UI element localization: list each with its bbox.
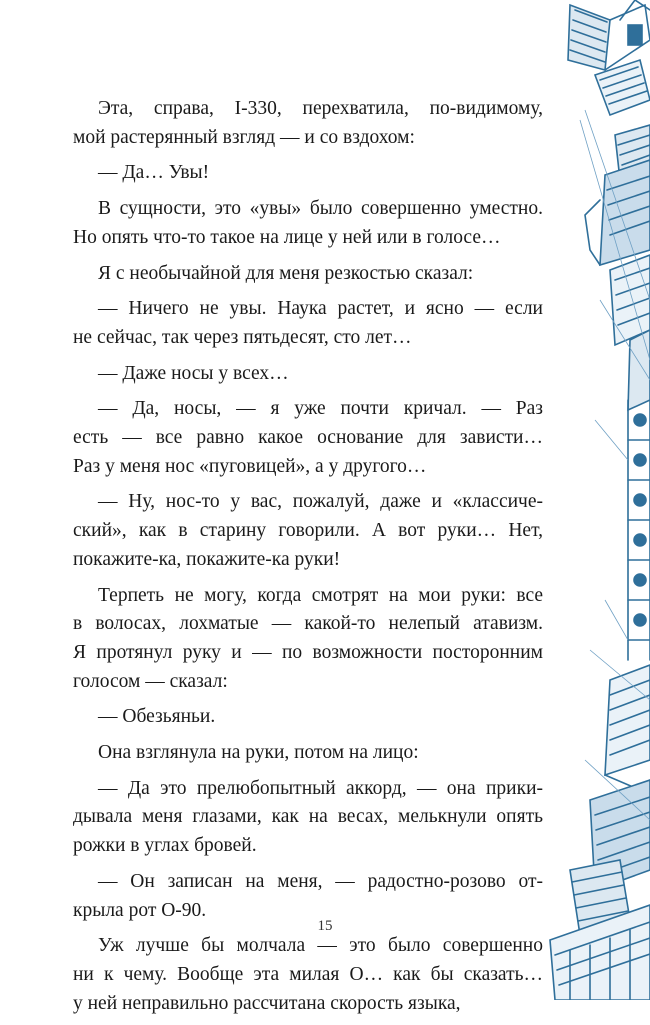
text-line: в волосах, лохматые — какой-то нелепый атавизм.: [73, 613, 543, 635]
paragraph: [73, 775, 543, 861]
paragraph: [73, 739, 543, 768]
text-line: — Да, носы, — я уже почти кричал. — Раз: [98, 398, 543, 420]
paragraph: [73, 488, 543, 574]
paragraph: [73, 95, 543, 152]
text-line: Уж лучше бы молчала — это было совершенно: [98, 935, 543, 957]
text-line: ский», как в старину говорили. А вот руки… Нет,: [73, 520, 543, 542]
text-line: покажите-ка, покажите-ка руки!: [73, 548, 341, 570]
text-line: — Даже носы у всех…: [98, 362, 289, 384]
paragraph: [73, 260, 543, 289]
text-line: — Ничего не увы. Наука растет, и ясно — если: [98, 298, 543, 320]
text-line: голосом — сказал:: [73, 670, 228, 692]
text-line: дывала меня глазами, как на весах, мелькнули опять: [73, 806, 543, 828]
text-line: Я с необычайной для меня резкостью сказал:: [98, 262, 474, 284]
text-line: у ней неправильно рассчитана скорость языка,: [73, 992, 461, 1014]
text-line: Она взглянула на руки, потом на лицо:: [98, 742, 419, 764]
text-line: — Да… Увы!: [98, 162, 210, 184]
paragraph: [73, 395, 543, 481]
text-line: Раз у меня нос «пуговицей», а у другого…: [73, 455, 427, 477]
page-number: 15: [317, 918, 333, 934]
text-line: — Да это прелюбопытный аккорд, — она прики-: [98, 777, 543, 799]
paragraph: [73, 582, 543, 697]
text-line: крыла рот О-90.: [73, 899, 207, 921]
text-line: — Ну, нос-то у вас, пожалуй, даже и «классиче-: [98, 491, 543, 513]
paragraph: [73, 195, 543, 252]
text-line: Эта, справа, I-330, перехватила, по-видимому,: [98, 98, 543, 119]
paragraph: [73, 703, 543, 732]
text-block: [73, 95, 543, 1025]
text-line: рожки в углах бровей.: [73, 835, 257, 857]
paragraph: [73, 360, 543, 389]
text-line: Но опять что-то такое на лице у ней или в голосе…: [73, 226, 501, 248]
text-line: — Обезьяньи.: [98, 706, 216, 728]
text-line: не сейчас, так через пятьдесят, сто лет…: [73, 326, 412, 348]
text-line: Я протянул руку и — по возможности посторонним: [73, 641, 543, 663]
text-line: есть — все равно какое основание для зависти…: [73, 427, 543, 449]
text-line: ни к чему. Вообще эта милая О… как бы сказать…: [73, 963, 543, 985]
paragraph: [73, 295, 543, 352]
text-line: В сущности, это «увы» было совершенно уместно.: [98, 198, 543, 220]
city-sketch-icon: [510, 0, 650, 1000]
text-line: мой растерянный взгляд — и со вздохом:: [73, 126, 415, 148]
paragraph: [73, 932, 543, 1018]
text-line: — Он записан на меня, — радостно-розово от-: [98, 870, 543, 892]
text-line: Терпеть не могу, когда смотрят на мои руки: все: [98, 584, 543, 606]
paragraph: [73, 159, 543, 188]
paragraph: [73, 868, 543, 925]
